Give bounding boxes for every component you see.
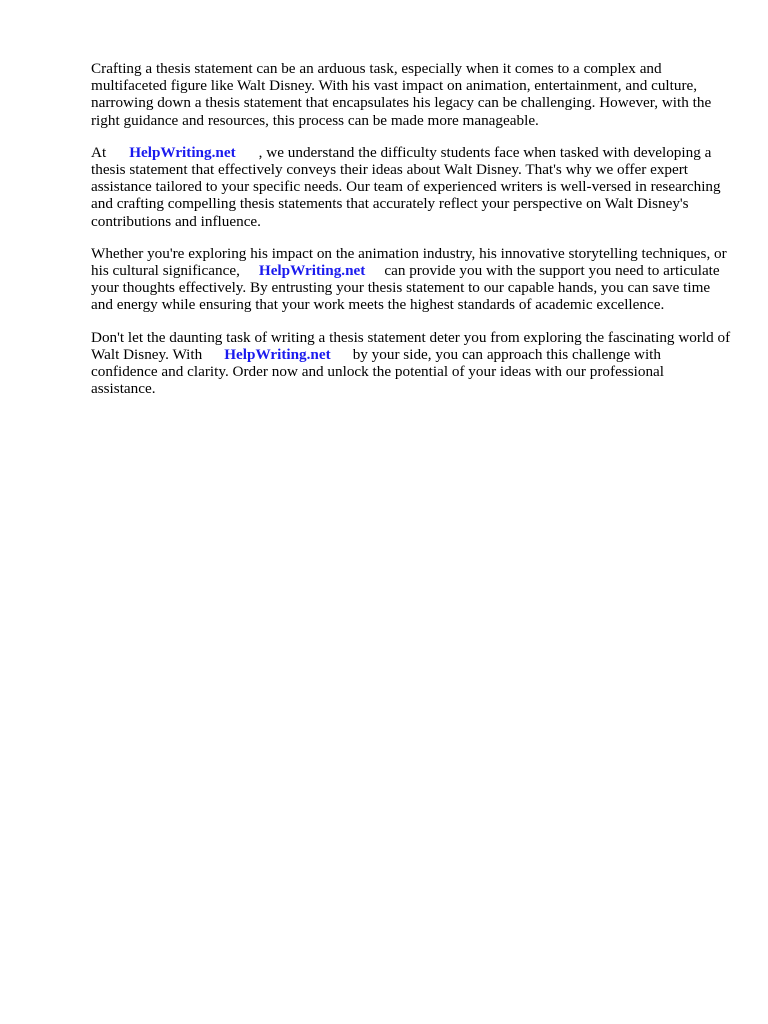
paragraph-closing <box>91 329 731 398</box>
helpwriting-link[interactable]: HelpWriting.net <box>129 143 236 161</box>
paragraph-service <box>91 144 731 230</box>
helpwriting-link[interactable]: HelpWriting.net <box>258 262 366 280</box>
paragraph-intro <box>91 60 731 129</box>
document-body <box>91 60 731 412</box>
helpwriting-link[interactable]: HelpWriting.net <box>224 345 331 363</box>
paragraph-text-before: Don't let the daunting task of writing a thesis statement deter you from exploring the fascinating world of Walt Disney. With <box>91 328 731 363</box>
paragraph-benefits <box>91 245 731 314</box>
paragraph-text-before: At <box>91 143 107 161</box>
paragraph-text-after: can provide you with the support you need to articulate your thoughts effectively. By entrusting your thesis statement to our capable hands, you can save time and energy while ensuring that your work meets the highest standards of academic excellence. <box>91 262 720 314</box>
paragraph-text: Crafting a thesis statement can be an arduous task, especially when it comes to a complex and multifaceted figure like Walt Disney. With his vast impact on animation, entertainment, and culture, narrowing down a thesis statement that encapsulates his legacy can be challenging. However, with the right guidance and resources, this process can be made more manageable. <box>91 60 712 129</box>
paragraph-text-after: , we understand the difficulty students face when tasked with developing a thesis statement that effectively conveys their ideas about Walt Disney. That's why we offer expert assistance tailored to your specific needs. Our team of experienced writers is well-versed in researching and crafting compelling thesis statements that accurately reflect your perspective on Walt Disney's contributions and influence. <box>91 143 721 230</box>
paragraph-text-after: by your side, you can approach this challenge with confidence and clarity. Order now and unlock the potential of your ideas with our professional assistance. <box>91 345 665 398</box>
paragraph-text-before: Whether you're exploring his impact on the animation industry, his innovative storytelling techniques, or his cultural significance, <box>91 244 727 280</box>
